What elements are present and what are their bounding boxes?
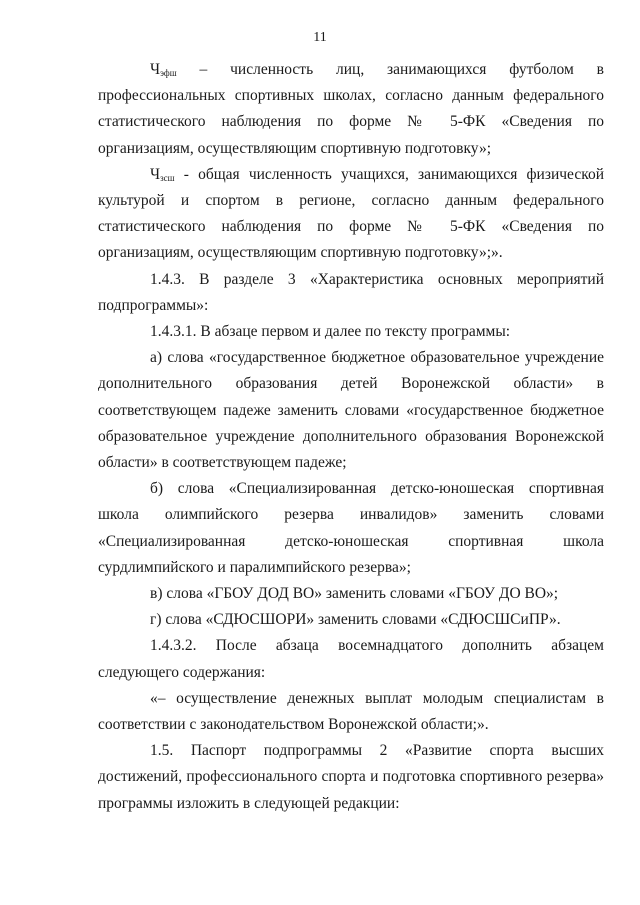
definition-symbol: Ч — [150, 61, 161, 78]
paragraph-item-b: б) слова «Специализированная детско-юношеская спортивная школа олимпийского резерва инвалидов» заменить словами «Специализированная детско-юношеская спортивная школа сурдлимпийского и паралимпийского резерва»; — [98, 480, 604, 576]
paragraph-1-4-3-2: 1.4.3.2. После абзаца восемнадцатого дополнить абзацем следующего содержания: — [98, 637, 604, 681]
definition-subscript: зсш — [160, 172, 175, 183]
definition-text: – численность лиц, занимающихся футболом в профессиональных спортивных школах, согласно данным федерального статистического наблюдения по форме № 5-ФК «Сведения по организациям, осуществляющим спортивную подготовку»; — [98, 61, 604, 157]
definition-paragraph-efsh — [98, 57, 604, 162]
paragraph-1-4-3-1: 1.4.3.1. В абзаце первом и далее по тексту программы: — [150, 323, 511, 341]
paragraph-quoted-addition: «– осуществление денежных выплат молодым специалистам в соответствии с законодательством Воронежской области;». — [98, 689, 604, 734]
paragraph-item-g: г) слова «СДЮСШОРИ» заменить словами «СДЮСШСиПР». — [150, 611, 561, 629]
page-number: 11 — [313, 30, 327, 45]
document-body — [98, 57, 604, 817]
definition-text: - общая численность учащихся, занимающихся физической культурой и спортом в регионе, согласно данным федерального статистического наблюдения по форме № 5-ФК «Сведения по организациям, осуществляющим спортивную подготовку»;». — [98, 165, 604, 262]
paragraph-item-v: в) слова «ГБОУ ДОД ВО» заменить словами «ГБОУ ДО ВО»; — [150, 585, 559, 603]
definition-symbol: Ч — [150, 165, 161, 183]
definition-paragraph-zssh — [98, 162, 604, 267]
paragraph-1-4-3: 1.4.3. В разделе 3 «Характеристика основных мероприятий подпрограммы»: — [98, 270, 604, 314]
paragraph-item-a: а) слова «государственное бюджетное образовательное учреждение дополнительного образования детей Воронежской области» в соответствующем падеже заменить словами «государственное бюджетное образовательное учреждение дополнительного образования Воронежской области» в соответствующем падеже; — [98, 349, 604, 472]
definition-subscript: эфш — [160, 68, 177, 78]
paragraph-1-5: 1.5. Паспорт подпрограммы 2 «Развитие спорта высших достижений, профессионального спорта и подготовка спортивного резерва» программы изложить в следующей редакции: — [98, 742, 604, 812]
